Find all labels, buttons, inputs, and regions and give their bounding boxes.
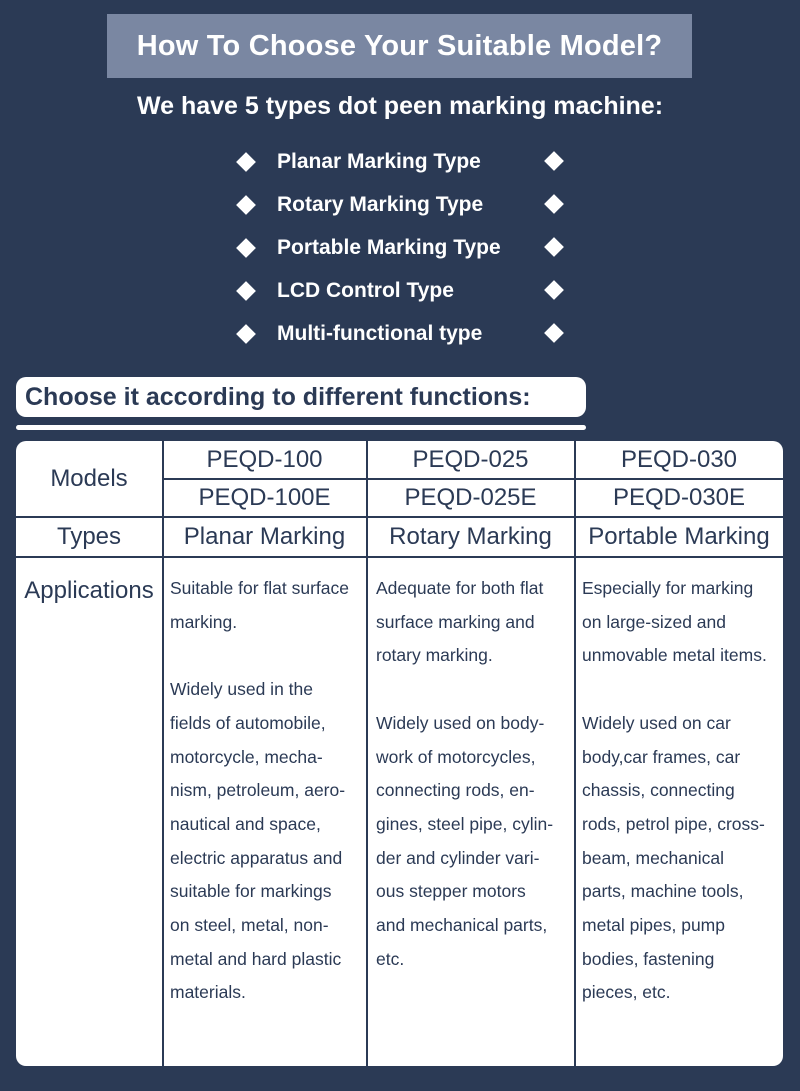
type-name: Portable Marking: [588, 522, 770, 550]
model-name: PEQD-100: [206, 445, 323, 473]
diamond-bullet-icon: [236, 324, 256, 344]
diamond-bullet-icon: [544, 194, 564, 214]
list-item: [234, 140, 574, 183]
diamond-bullet-icon: [236, 152, 256, 172]
row-divider: [16, 556, 783, 558]
machine-types-list: [234, 140, 574, 355]
application-description: Especially for marking on large-sized and unmovable metal items. Widely used on car body,car frames, car chassis, connecting rods, petrol pipe, cross- beam, mechanical parts, machine tools, metal pipes, pump bodies, fastening pieces, etc.: [582, 578, 767, 1003]
title-banner: [107, 14, 692, 78]
model-name: PEQD-025: [412, 445, 529, 473]
type-name: Planar Marking: [183, 522, 346, 550]
diamond-bullet-icon: [544, 323, 564, 343]
diamond-bullet-icon: [544, 237, 564, 257]
model-name: PEQD-030E: [612, 483, 746, 511]
model-name: PEQD-030: [620, 445, 738, 473]
application-description: Suitable for flat surface marking. Widely used in the fields of automobile, motorcycle, mecha- nism, petroleum, aero- nautical and space, electric apparatus and suitable for markings on steel, metal, non- metal and hard plastic materials.: [170, 578, 349, 1003]
types-row-label: Types: [56, 522, 122, 550]
models-row-label: Models: [50, 464, 128, 492]
page-title: How To Choose Your Suitable Model?: [136, 29, 663, 62]
type-name: Rotary Marking: [389, 522, 552, 550]
application-description: Adequate for both flat surface marking and rotary marking. Widely used on body- work of motorcycles, connecting rods, en- gines, steel pipe, cylin- der and cylinder vari- ous stepper motors and mechanical parts, etc.: [376, 578, 554, 969]
list-item: [234, 183, 574, 226]
list-item: [234, 226, 574, 269]
type-label: Rotary Marking Type: [277, 192, 484, 216]
list-item: [234, 269, 574, 312]
diamond-bullet-icon: [236, 281, 256, 301]
model-name: PEQD-025E: [404, 483, 537, 511]
section-heading: [16, 377, 586, 417]
diamond-bullet-icon: [236, 238, 256, 258]
diamond-bullet-icon: [544, 151, 564, 171]
type-label: Multi-functional type: [277, 321, 483, 345]
type-label: Planar Marking Type: [277, 149, 481, 173]
page-subtitle: We have 5 types dot peen marking machine:: [136, 92, 664, 120]
type-label: LCD Control Type: [277, 278, 454, 302]
type-label: Portable Marking Type: [277, 235, 501, 259]
list-item: [234, 312, 574, 355]
model-name: PEQD-100E: [198, 483, 331, 511]
section-divider: [16, 425, 586, 430]
diamond-bullet-icon: [544, 280, 564, 300]
section-title: Choose it according to different functions:: [25, 382, 531, 411]
comparison-table: [16, 441, 783, 1066]
applications-row-label: Applications: [24, 577, 154, 604]
diamond-bullet-icon: [236, 195, 256, 215]
